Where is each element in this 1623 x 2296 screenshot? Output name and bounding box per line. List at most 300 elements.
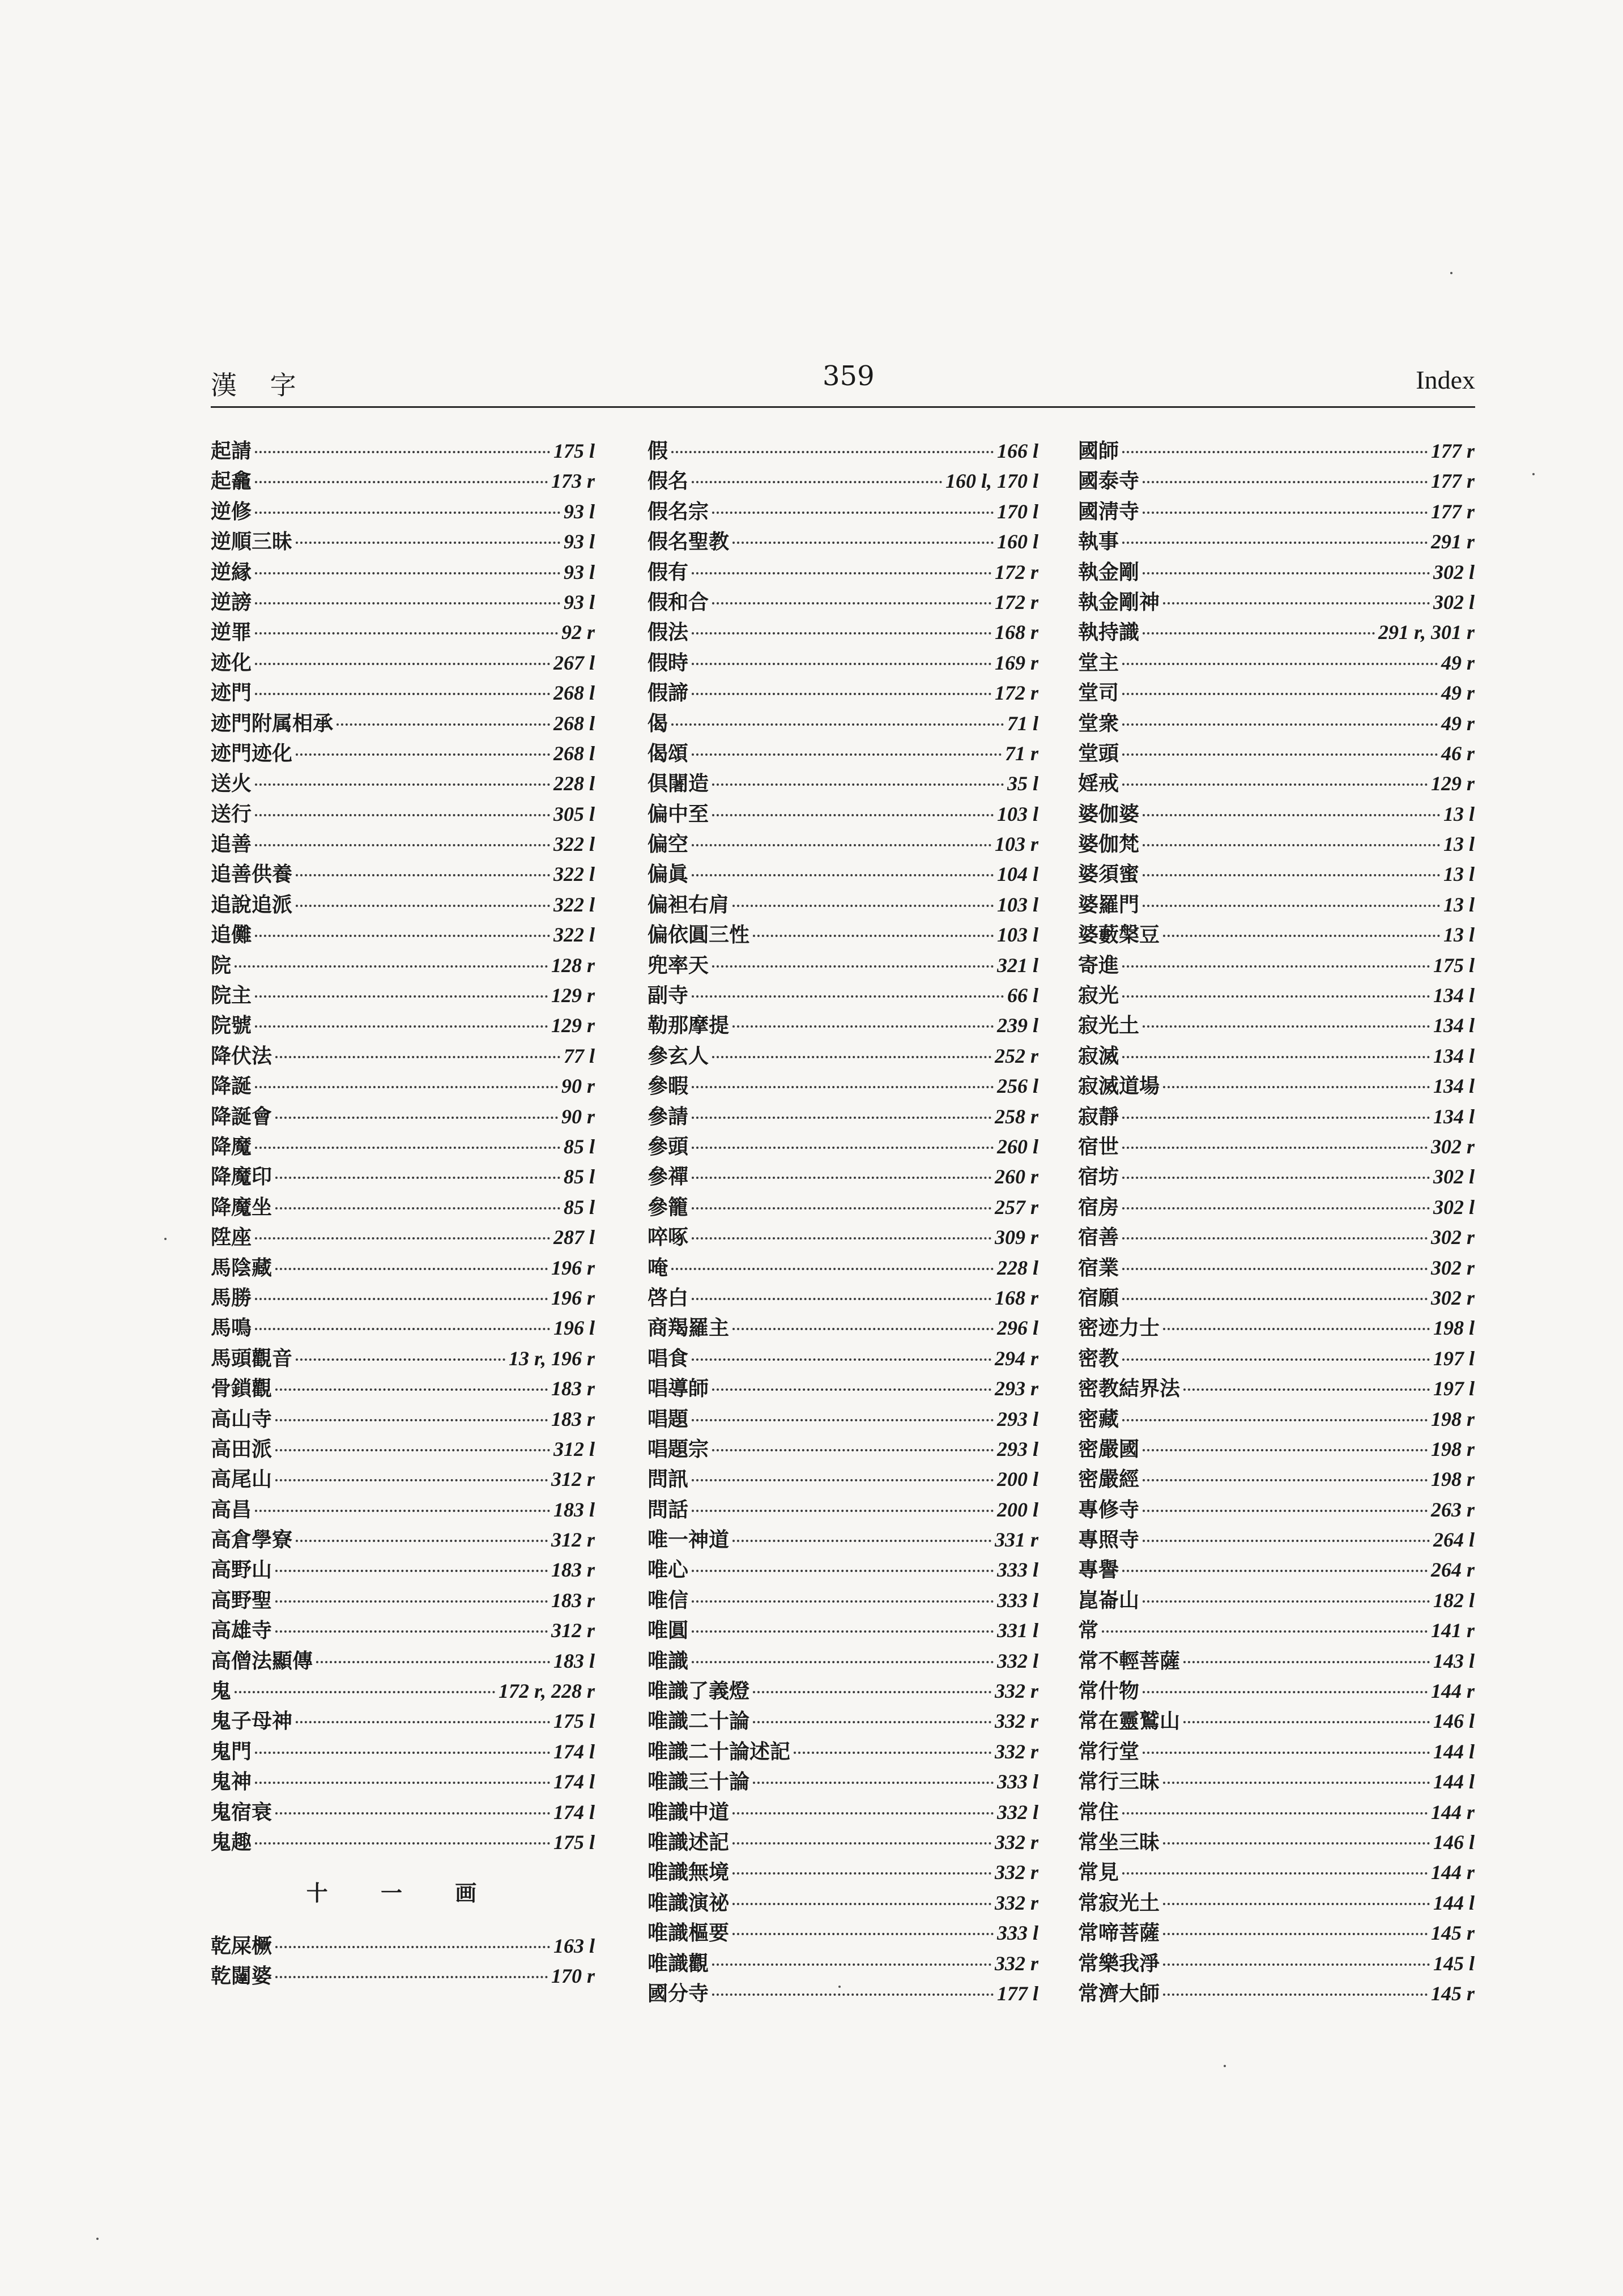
index-entry (648, 1676, 1038, 1706)
index-term: 國分寺 (648, 1981, 709, 2005)
index-entry (211, 1162, 595, 1192)
index-term: 宿房 (1078, 1195, 1119, 1219)
scan-speck (164, 1238, 167, 1240)
index-term: 高僧法顯傳 (211, 1648, 313, 1673)
index-term: 偈 (648, 711, 668, 735)
index-entry (648, 678, 1038, 708)
dot-leader (275, 1630, 548, 1633)
index-entry (1078, 1192, 1475, 1222)
page-reference: 302 l (1433, 560, 1475, 583)
index-entry (1078, 1222, 1475, 1253)
index-term: 宿善 (1078, 1225, 1119, 1250)
index-entry (211, 1616, 595, 1646)
dot-leader (712, 1963, 991, 1966)
dot-leader (1122, 1055, 1430, 1058)
index-term: 副寺 (648, 983, 689, 1008)
index-entry (211, 1525, 595, 1555)
page-reference: 174 l (553, 1800, 595, 1824)
index-entry (211, 527, 595, 557)
dot-leader (692, 1116, 991, 1119)
index-term: 院號 (211, 1013, 252, 1038)
dot-leader (275, 1207, 560, 1209)
index-entry (211, 1404, 595, 1434)
index-term: 逆謗 (211, 590, 252, 614)
index-term: 降誕會 (211, 1104, 272, 1128)
index-entry (1078, 829, 1475, 859)
page-reference: 312 r (551, 1468, 595, 1491)
index-term: 逆修 (211, 499, 252, 523)
index-term: 唱題宗 (648, 1437, 709, 1461)
index-entry (1078, 1283, 1475, 1313)
index-entry (648, 587, 1038, 617)
index-term: 堂主 (1078, 650, 1119, 675)
page-reference: 13 l (1443, 833, 1475, 856)
dot-leader (1143, 1539, 1430, 1542)
dot-leader (732, 1842, 991, 1845)
dot-leader (275, 1055, 560, 1058)
index-term: 堂頭 (1078, 741, 1119, 765)
index-term: 婆藪槃豆 (1078, 923, 1160, 947)
dot-leader (275, 1479, 548, 1481)
index-entry (211, 890, 595, 920)
dot-leader (1143, 632, 1375, 634)
dot-leader (692, 1146, 994, 1149)
dot-leader (692, 1358, 991, 1361)
index-entry (1078, 1706, 1475, 1736)
index-term: 鬼子母神 (211, 1709, 293, 1733)
index-entry (1078, 1102, 1475, 1132)
page-reference: 93 l (563, 530, 595, 553)
page-reference: 144 r (1430, 1861, 1475, 1884)
page-reference: 305 l (553, 802, 595, 825)
index-entry (648, 1253, 1038, 1283)
dot-leader (1183, 1720, 1430, 1723)
page-reference: 302 l (1433, 1195, 1475, 1219)
page-reference: 93 l (563, 500, 595, 523)
index-term: 唱導師 (648, 1377, 709, 1401)
index-term: 偏眞 (648, 862, 689, 887)
index-entry (648, 1464, 1038, 1494)
page-reference: 294 r (994, 1347, 1038, 1370)
dot-leader (255, 813, 550, 816)
index-entry (648, 829, 1038, 859)
dot-leader (296, 753, 550, 756)
page-reference: 177 r (1430, 500, 1475, 523)
index-entry (648, 1828, 1038, 1858)
dot-leader (692, 874, 994, 876)
dot-leader (275, 1569, 548, 1572)
dot-leader (255, 662, 550, 665)
dot-leader (296, 1720, 550, 1723)
index-entry (648, 1041, 1038, 1071)
page-reference: 197 l (1433, 1377, 1475, 1400)
page-reference: 128 r (551, 953, 595, 977)
dot-leader (712, 1993, 994, 1996)
index-entry (648, 709, 1038, 739)
index-entry (648, 1344, 1038, 1374)
index-column-1 (211, 436, 595, 1992)
index-term: 假 (648, 439, 668, 463)
page-reference: 256 l (996, 1075, 1038, 1098)
index-term: 參請 (648, 1104, 689, 1128)
page-reference: 170 l (996, 500, 1038, 523)
index-entry (211, 829, 595, 859)
page-reference: 258 r (994, 1105, 1038, 1128)
dot-leader (1122, 1812, 1428, 1814)
index-term: 商羯羅主 (648, 1316, 730, 1340)
dot-leader (1122, 723, 1438, 726)
index-entry (1078, 1495, 1475, 1525)
page-reference: 103 l (996, 802, 1038, 825)
dot-leader (692, 662, 991, 665)
dot-leader (1143, 844, 1440, 846)
index-term: 唯識觀 (648, 1951, 709, 1975)
index-term: 偏空 (648, 832, 689, 857)
index-term: 寂光 (1078, 983, 1119, 1008)
page-reference: 291 r, 301 r (1378, 621, 1475, 644)
index-term: 高田派 (211, 1437, 272, 1461)
index-term: 參籠 (648, 1195, 689, 1219)
index-term: 崑崙山 (1078, 1588, 1140, 1612)
dot-leader (255, 450, 550, 453)
index-term: 追說追派 (211, 892, 293, 917)
index-entry (648, 981, 1038, 1011)
dot-leader (255, 1237, 550, 1239)
dot-leader (732, 904, 994, 907)
index-entry (211, 1797, 595, 1828)
page-reference: 196 r (551, 1256, 595, 1279)
dot-leader (255, 1146, 560, 1149)
index-entry (1078, 557, 1475, 587)
index-entry (211, 1192, 595, 1222)
index-term: 專修寺 (1078, 1497, 1140, 1522)
index-term: 參頭 (648, 1134, 689, 1158)
index-entry (211, 799, 595, 829)
page-reference: 260 l (996, 1135, 1038, 1158)
index-entry (1078, 1586, 1475, 1616)
page-reference: 182 l (1433, 1588, 1475, 1612)
page-reference: 302 l (1433, 590, 1475, 614)
dot-leader (255, 1751, 550, 1754)
index-entry (1078, 920, 1475, 950)
page-reference: 13 l (1443, 893, 1475, 916)
dot-leader (255, 632, 558, 634)
page-reference: 163 l (553, 1934, 595, 1957)
index-term: 馬鳴 (211, 1316, 252, 1340)
index-entry (1078, 951, 1475, 981)
index-term: 宿世 (1078, 1134, 1119, 1158)
dot-leader (296, 874, 550, 876)
page-reference: 268 l (553, 742, 595, 765)
header-right-label: Index (1416, 365, 1475, 394)
page-reference: 175 l (1433, 953, 1475, 977)
index-term: 執持識 (1078, 620, 1140, 645)
index-entry (1078, 709, 1475, 739)
index-term: 參禪 (648, 1165, 689, 1189)
dot-leader (1163, 1963, 1430, 1966)
page-reference: 77 l (563, 1044, 595, 1067)
index-term: 追善供養 (211, 862, 293, 887)
page-reference: 332 r (994, 1740, 1038, 1763)
page-reference: 104 l (996, 863, 1038, 886)
dot-leader (1122, 1146, 1428, 1149)
index-entry (1078, 1918, 1475, 1948)
dot-leader (1143, 480, 1428, 483)
index-entry (1078, 981, 1475, 1011)
index-entry (1078, 1797, 1475, 1828)
dot-leader (1122, 541, 1428, 544)
index-entry (648, 920, 1038, 950)
index-entry (1078, 1888, 1475, 1918)
index-term: 婆羅門 (1078, 892, 1140, 917)
index-term: 密教結界法 (1078, 1377, 1181, 1401)
index-term: 假名宗 (648, 499, 709, 523)
dot-leader (1122, 965, 1430, 968)
index-entry (648, 497, 1038, 527)
index-term: 啓白 (648, 1285, 689, 1310)
scan-speck (838, 1986, 841, 1988)
page-reference: 173 r (551, 470, 595, 493)
dot-leader (692, 1085, 994, 1088)
page-reference: 146 l (1433, 1830, 1475, 1854)
page-reference: 333 l (996, 1922, 1038, 1945)
dot-leader (275, 1975, 548, 1978)
index-term: 專照寺 (1078, 1528, 1140, 1552)
index-term: 常坐三昧 (1078, 1830, 1160, 1854)
page-reference: 302 r (1430, 1256, 1475, 1279)
dot-leader (732, 1539, 991, 1542)
dot-leader (692, 632, 991, 634)
dot-leader (255, 692, 550, 695)
page-reference: 103 l (996, 893, 1038, 916)
index-entry (211, 1464, 595, 1494)
index-term: 迹門迹化 (211, 741, 293, 765)
index-term: 國泰寺 (1078, 469, 1140, 493)
page-reference: 287 l (553, 1226, 595, 1249)
dot-leader (275, 1812, 550, 1814)
dot-leader (1163, 934, 1440, 937)
dot-leader (1122, 995, 1430, 998)
page-reference: 322 l (553, 833, 595, 856)
page-reference: 333 l (996, 1770, 1038, 1794)
dot-leader (235, 1690, 495, 1693)
index-entry (211, 951, 595, 981)
dot-leader (732, 541, 994, 544)
index-entry (211, 920, 595, 950)
page-reference: 144 r (1430, 1680, 1475, 1703)
dot-leader (1122, 1419, 1428, 1421)
dot-leader (1122, 1207, 1430, 1209)
page-reference: 168 r (994, 1286, 1038, 1309)
page-reference: 331 r (994, 1528, 1038, 1552)
index-term: 寄進 (1078, 953, 1119, 977)
index-entry (648, 1434, 1038, 1464)
index-entry (1078, 527, 1475, 557)
page-reference: 302 l (1433, 1165, 1475, 1189)
page-reference: 170 r (551, 1965, 595, 1988)
dot-leader (1143, 1025, 1430, 1028)
dot-leader (1163, 1932, 1428, 1935)
index-term: 院主 (211, 983, 252, 1008)
index-term: 常住 (1078, 1800, 1119, 1824)
index-entry (648, 1132, 1038, 1162)
index-entry (211, 1737, 595, 1767)
index-term: 假法 (648, 620, 689, 645)
index-term: 常見 (1078, 1860, 1119, 1885)
dot-leader (255, 602, 560, 604)
dot-leader (794, 1751, 991, 1754)
index-term: 追善 (211, 832, 252, 857)
page-reference: 302 r (1430, 1135, 1475, 1158)
index-entry (211, 1961, 595, 1991)
page-reference: 93 l (563, 590, 595, 614)
page-reference: 145 r (1430, 1922, 1475, 1945)
dot-leader (275, 1449, 550, 1451)
index-term: 假時 (648, 650, 689, 675)
page-reference: 144 r (1430, 1800, 1475, 1824)
index-term: 寂滅道場 (1078, 1074, 1160, 1098)
page-reference: 252 r (994, 1044, 1038, 1067)
page-reference: 332 r (994, 1861, 1038, 1884)
index-entry (1078, 497, 1475, 527)
page-reference: 332 r (994, 1952, 1038, 1975)
dot-leader (692, 1419, 994, 1421)
index-term: 唱食 (648, 1346, 689, 1370)
dot-leader (753, 1781, 994, 1784)
page-reference: 174 l (553, 1770, 595, 1794)
index-term: 常寂光土 (1078, 1890, 1160, 1915)
page-reference: 257 r (994, 1195, 1038, 1219)
index-entry (211, 1767, 595, 1797)
page-reference: 309 r (994, 1226, 1038, 1249)
index-term: 起請 (211, 439, 252, 463)
page-reference: 183 r (551, 1588, 595, 1612)
index-term: 啐啄 (648, 1225, 689, 1250)
page-header (211, 360, 1475, 403)
index-term: 參玄人 (648, 1043, 709, 1068)
index-entry (648, 1646, 1038, 1676)
index-entry (211, 769, 595, 799)
index-entry (648, 1918, 1038, 1948)
index-entry (1078, 1767, 1475, 1797)
index-term: 唯識二十論 (648, 1709, 750, 1733)
page-reference: 49 r (1441, 681, 1475, 705)
index-entry (1078, 1828, 1475, 1858)
page-reference: 172 r, 228 r (498, 1680, 595, 1703)
dot-leader (1122, 1358, 1430, 1361)
index-term: 唯識中道 (648, 1800, 730, 1824)
index-term: 鬼 (211, 1679, 232, 1703)
index-entry (211, 1283, 595, 1313)
index-entry (1078, 1737, 1475, 1767)
index-entry (1078, 1162, 1475, 1192)
dot-leader (1122, 1297, 1428, 1300)
page-reference: 13 l (1443, 923, 1475, 947)
index-entry (211, 1253, 595, 1283)
index-term: 密藏 (1078, 1407, 1119, 1431)
index-term: 問話 (648, 1497, 689, 1522)
index-entry (1078, 890, 1475, 920)
dot-leader (1102, 1630, 1428, 1633)
index-term: 乾屎橛 (211, 1933, 272, 1958)
dot-leader (275, 1600, 548, 1603)
index-entry (1078, 1313, 1475, 1343)
index-term: 執金剛 (1078, 560, 1140, 584)
index-term: 偈頌 (648, 741, 689, 765)
index-entry (1078, 1555, 1475, 1585)
index-term: 鬼宿衰 (211, 1800, 272, 1824)
index-entry (648, 1737, 1038, 1767)
page-reference: 168 r (994, 621, 1038, 644)
dot-leader (1122, 1176, 1430, 1179)
dot-leader (255, 1025, 548, 1028)
index-entry (1078, 1404, 1475, 1434)
page-reference: 93 l (563, 560, 595, 583)
index-term: 常不輕菩薩 (1078, 1648, 1181, 1673)
index-term: 高山寺 (211, 1407, 272, 1431)
index-term: 逆罪 (211, 620, 252, 645)
dot-leader (255, 480, 548, 483)
index-term: 高野山 (211, 1558, 272, 1582)
dot-leader (296, 541, 560, 544)
index-term: 寂靜 (1078, 1104, 1119, 1128)
page-reference: 268 l (553, 712, 595, 735)
index-term: 降誕 (211, 1074, 252, 1098)
page-reference: 332 r (994, 1891, 1038, 1914)
dot-leader (316, 1660, 550, 1663)
page-reference: 13 l (1443, 863, 1475, 886)
dot-leader (692, 753, 1002, 756)
page-reference: 228 l (996, 1256, 1038, 1279)
index-entry (648, 1404, 1038, 1434)
dot-leader (712, 1055, 991, 1058)
dot-leader (255, 572, 560, 574)
index-term: 唯識三十論 (648, 1770, 750, 1794)
index-term: 偏依圓三性 (648, 923, 750, 947)
dot-leader (275, 1388, 548, 1391)
index-entry (1078, 1979, 1475, 2009)
dot-leader (1163, 1781, 1430, 1784)
dot-leader (692, 692, 991, 695)
dot-leader (712, 602, 991, 604)
index-term: 高尾山 (211, 1467, 272, 1492)
index-entry (211, 497, 595, 527)
page-reference: 260 r (994, 1165, 1038, 1189)
index-term: 送火 (211, 772, 252, 796)
index-entry (211, 1344, 595, 1374)
index-entry (1078, 1949, 1475, 1979)
page-reference: 333 l (996, 1558, 1038, 1582)
index-term: 執金剛神 (1078, 590, 1160, 614)
dot-leader (692, 1509, 994, 1512)
index-term: 降魔印 (211, 1165, 272, 1189)
page-reference: 198 r (1430, 1407, 1475, 1430)
index-column-3 (1078, 436, 1475, 2009)
page-reference: 332 r (994, 1710, 1038, 1733)
index-entry (211, 1313, 595, 1343)
index-entry (1078, 1464, 1475, 1494)
dot-leader (296, 1539, 548, 1542)
page-reference: 145 r (1430, 1982, 1475, 2005)
index-term: 執事 (1078, 530, 1119, 554)
page-reference: 134 l (1433, 1044, 1475, 1067)
dot-leader (1183, 1660, 1430, 1663)
page-reference: 177 l (996, 1982, 1038, 2005)
index-entry (211, 739, 595, 769)
index-term: 倶闍造 (648, 772, 709, 796)
page-reference: 160 l, 170 l (945, 470, 1038, 493)
index-entry (211, 1374, 595, 1404)
